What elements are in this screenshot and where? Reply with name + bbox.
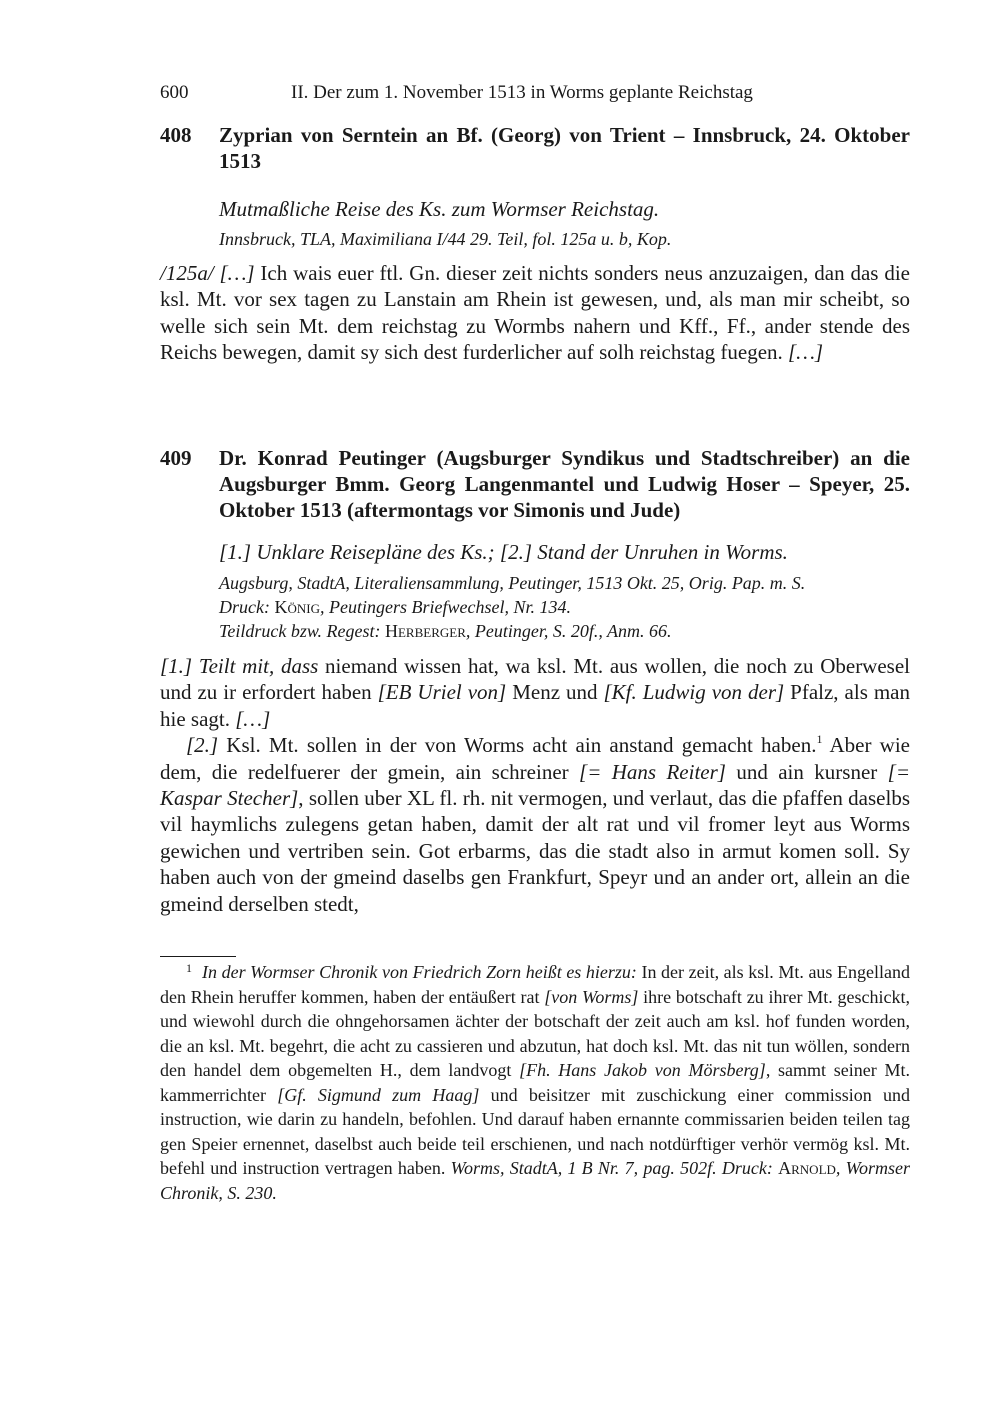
source-line: [219, 571, 910, 595]
body-paragraph: [160, 653, 910, 732]
text-segment: und ain kursner: [725, 759, 888, 784]
text-segment: Teildruck bzw. Regest:: [219, 621, 385, 641]
document-entry-408: [160, 122, 910, 366]
text-segment: , sammt seiner Mt. kammerrichter: [160, 1060, 910, 1105]
text-segment: Augsburg, StadtA, Literaliensammlung, Peutinger, 1513 Okt. 25, Orig. Pap. m. S.: [219, 573, 806, 593]
text-segment: König: [274, 597, 320, 617]
text-segment: [von Worms]: [544, 986, 639, 1007]
text-segment: Ksl. Mt. sollen in der von Worms acht ain anstand gemacht haben.: [218, 733, 817, 758]
footnote-text: [160, 962, 910, 1203]
footnote-reference: 1: [816, 732, 823, 747]
footnote-1: [160, 960, 910, 1205]
text-segment: , Peutinger, S. 20f., Anm. 66.: [465, 621, 672, 641]
text-segment: niemand wissen hat, wa ksl. Mt. aus wollen, die noch zu Oberwesel und zu ir erfordert haben: [160, 654, 910, 705]
source-line: [219, 227, 910, 251]
text-segment: , Wormser Chronik, S. 230.: [160, 1158, 910, 1203]
text-segment: , Peutingers Briefwechsel, Nr. 134.: [319, 597, 571, 617]
text-segment: [2.]: [186, 733, 219, 758]
text-segment: Aber wie dem, die redelfuerer der gmein, ain schreiner: [160, 733, 910, 784]
document-title: Zyprian von Serntein an Bf. (Georg) von Trient – Innsbruck, 24. Oktober 1513: [219, 123, 910, 173]
text-segment: [= Kaspar Stecher]: [160, 759, 910, 811]
text-segment: , sollen uber XL fl. rh. nit vermogen, und verlaut, das die pfaffen daselbs vil haymlichs zulegens getan haben, damit der alt rat und vil fromer leyt aus Worms gewichen und vertriben sein. Got erbarms, das die stadt also in armut komen soll. Sy haben auch von der gmeind daselbs gen Frankfurt, Speyr und an ander ort, allein an die gmeind derselben stedt,: [160, 786, 910, 916]
text-segment: [1.] Teilt mit, dass: [160, 654, 319, 678]
text-segment: [= Hans Reiter]: [579, 759, 726, 784]
page-number: 600: [160, 82, 189, 103]
text-segment: [EB Uriel von]: [377, 680, 507, 705]
source-line: [219, 595, 910, 619]
text-segment: Arnold: [778, 1158, 836, 1178]
footnote-divider: [160, 956, 236, 957]
body-paragraph: [160, 260, 910, 366]
document-entry-409: [160, 445, 910, 917]
text-segment: /125a/ […]: [160, 261, 255, 285]
document-body: [160, 260, 910, 366]
document-number: 409: [160, 446, 192, 470]
text-segment: [Kf. Ludwig von der]: [603, 680, 785, 705]
text-segment: In der zeit, als ksl. Mt. aus Engelland den Rhein heruffer kommen, haben der entäußert rat: [160, 962, 910, 1007]
text-segment: [Gf. Sigmund zum Haag]: [277, 1084, 480, 1105]
text-segment: Innsbruck, TLA, Maximiliana I/44 29. Teil, fol. 125a u. b, Kop.: [219, 229, 672, 249]
footnote-mark: 1: [186, 961, 192, 975]
source-line: [219, 619, 910, 643]
body-paragraph: [160, 732, 910, 917]
text-segment: Druck:: [219, 597, 275, 617]
text-segment: […]: [235, 706, 271, 731]
source-list: [219, 227, 910, 251]
text-segment: Herberger: [384, 621, 466, 641]
text-segment: […]: [788, 340, 824, 365]
text-segment: Worms, StadtA, 1 B Nr. 7, pag. 502f. Druck:: [450, 1158, 779, 1178]
text-segment: Menz und: [506, 680, 604, 705]
text-segment: Pfalz, als man hie sagt.: [160, 680, 910, 731]
document-body: [160, 653, 910, 917]
document-regest: [1.] Unklare Reisepläne des Ks.; [2.] Stand der Unruhen in Worms.: [219, 540, 788, 564]
document-title: Dr. Konrad Peutinger (Augsburger Syndikus und Stadtschreiber) an die Augsburger Bmm. Georg Langenmantel und Ludwig Hoser – Speyer, 25. Oktober 1513 (aftermontags vor Simonis und Jude): [219, 446, 910, 522]
text-segment: und beisitzer mit zuschickung einer commission und instruction, wie darin zu handeln, befohlen. Und darauf haben ernannte commissarien beiden teilen tag gen Speier ernennet, daselbst auch beide teil erschienen, und nach notdürftiger verhör vermög ksl. Mt. befehl und instruction vertragen haben.: [160, 1084, 910, 1178]
text-segment: Ich wais euer ftl. Gn. dieser zeit nichts sonders neus anzuzaigen, dan das die ksl. Mt. vor sex tagen zu Lanstain am Rhein ist gewesen, und, als man mir scheibt, so welle sich sein Mt. dem reichstag zu Wormbs nahern und Kff., Ff., ander stende des Reichs bewegen, damit sy sich dest furderlicher auf solh reichstag fuegen.: [160, 261, 910, 365]
source-list: [219, 571, 910, 643]
running-title: II. Der zum 1. November 1513 in Worms geplante Reichstag: [291, 82, 753, 103]
text-segment: [Fh. Hans Jakob von Mörsberg]: [519, 1060, 766, 1080]
document-regest: Mutmaßliche Reise des Ks. zum Wormser Reichstag.: [219, 197, 660, 221]
document-number: 408: [160, 123, 192, 147]
text-segment: In der Wormser Chronik von Friedrich Zorn heißt es hierzu:: [202, 962, 637, 982]
text-segment: ihre botschaft zu ihrer Mt. geschickt, und wiewohl durch die ohngehorsamen ächter der botschaft der zeit auch am ksl. hof funden worden, die an ksl. Mt. begehrt, die acht zu cassieren und abzutun, hat doch ksl. Mt. das nit tun wöllen, sondern den handel dem obgemelten H., dem landvogt: [160, 986, 910, 1080]
